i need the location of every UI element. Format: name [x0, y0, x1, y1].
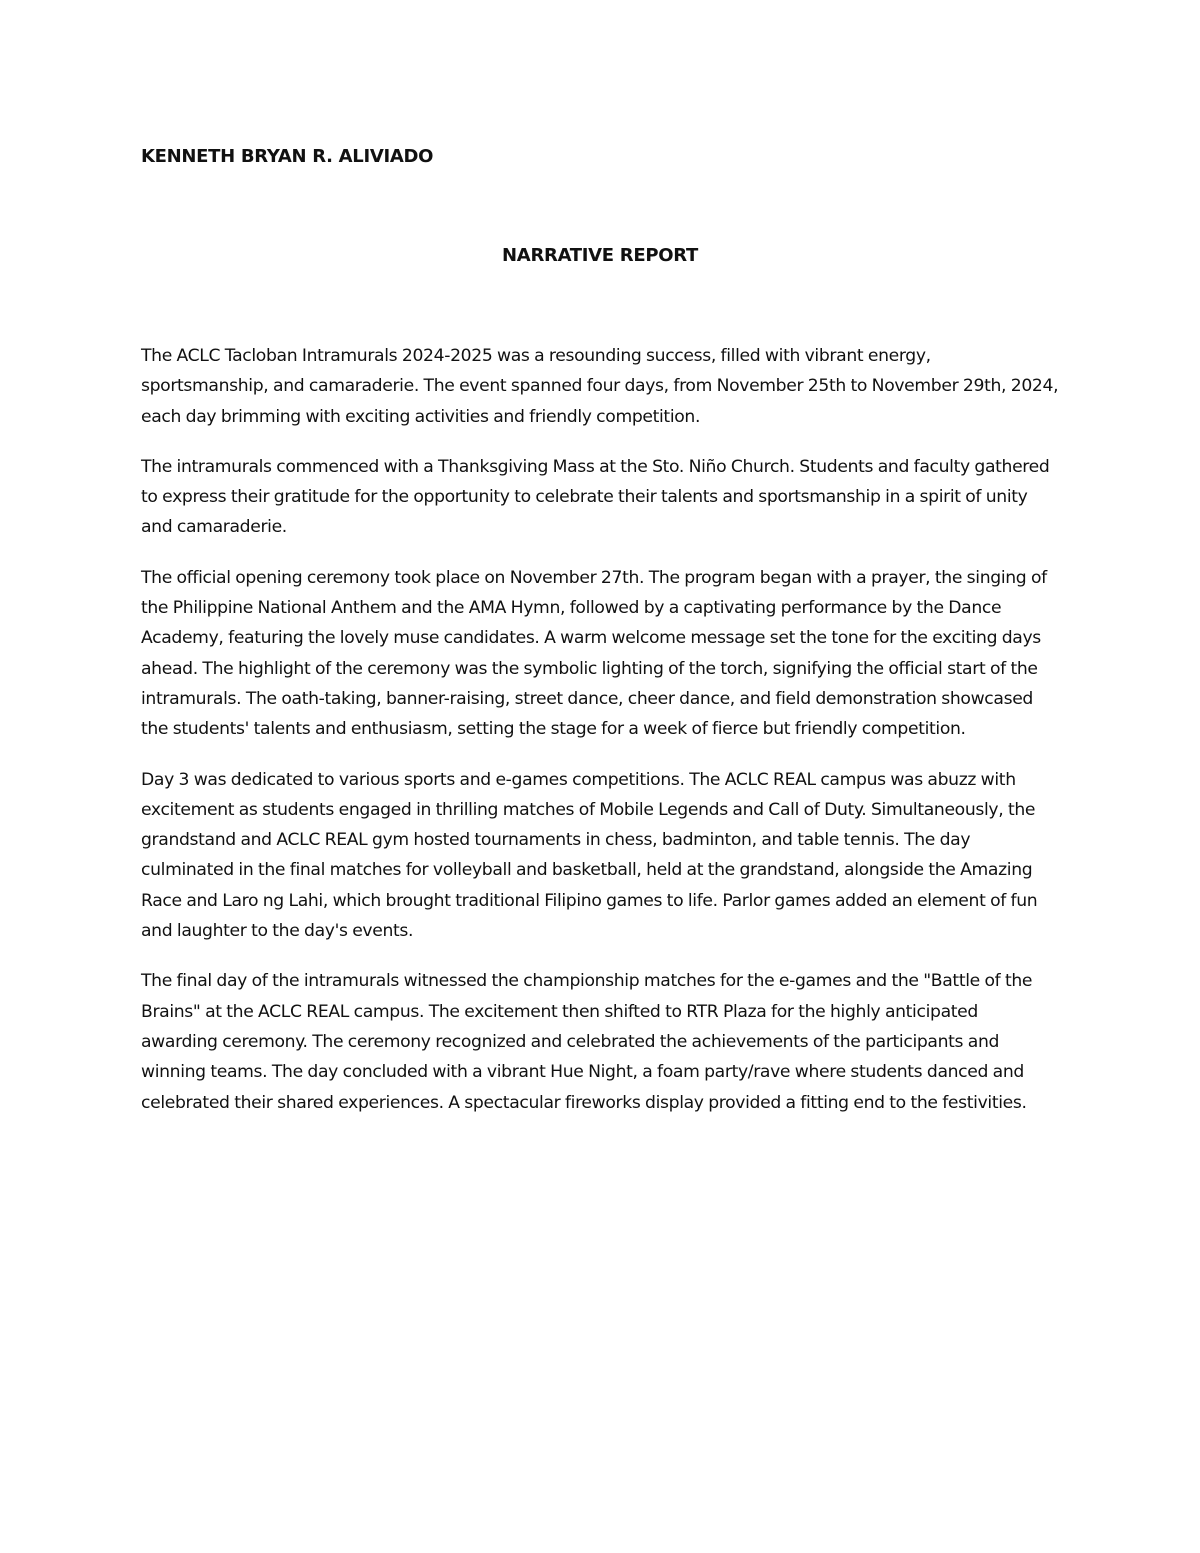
paragraph-final-day: The final day of the intramurals witnessed the championship matches for the e-games and the "Battle of the Brains" at the ACLC REAL campus. The excitement then shifted to RTR Plaza for the highly anticipated awarding ceremony. The ceremony recognized and celebrated the achievements of the participants and winning teams. The day concluded with a vibrant Hue Night, a foam party/rave where students danced and celebrated their shared experiences. A spectacular fireworks display provided a fitting end to the festivities. — [141, 971, 1033, 1113]
paragraph-thanksgiving-mass: The intramurals commenced with a Thanksgiving Mass at the Sto. Niño Church. Students and faculty gathered to express their gratitude for the opportunity to celebrate their talents and sportsmanship in a spirit of unity and camaraderie. — [141, 456, 1050, 538]
paragraph-day-three: Day 3 was dedicated to various sports and e-games competitions. The ACLC REAL campus was abuzz with excitement as students engaged in thrilling matches of Mobile Legends and Call of Duty. Simultaneously, the grandstand and ACLC REAL gym hosted tournaments in chess, badminton, and table tennis. The day culminated in the final matches for volleyball and basketball, held at the grandstand, alongside the Amazing Race and Laro ng Lahi, which brought traditional Filipino games to life. Parlor games added an element of fun and laughter to the day's events. — [141, 769, 1038, 942]
report-title: NARRATIVE REPORT — [502, 245, 698, 266]
paragraph-opening-ceremony: The official opening ceremony took place on November 27th. The program began with a prayer, the singing of the Philippine National Anthem and the AMA Hymn, followed by a captivating performance by the Dance Academy, featuring the lovely muse candidates. A warm welcome message set the tone for the exciting days ahead. The highlight of the ceremony was the symbolic lighting of the torch, signifying the official start of the intramurals. The oath-taking, banner-raising, street dance, cheer dance, and field demonstration showcased the students' talents and enthusiasm, setting the stage for a week of fierce but friendly competition. — [141, 567, 1047, 740]
report-body — [141, 341, 1059, 1138]
author-name: KENNETH BRYAN R. ALIVIADO — [141, 146, 434, 167]
paragraph-intro: The ACLC Tacloban Intramurals 2024-2025 was a resounding success, filled with vibrant energy, sportsmanship, and camaraderie. The event spanned four days, from November 25th to November 29th, 2024, each day brimming with exciting activities and friendly competition. — [141, 346, 1059, 427]
